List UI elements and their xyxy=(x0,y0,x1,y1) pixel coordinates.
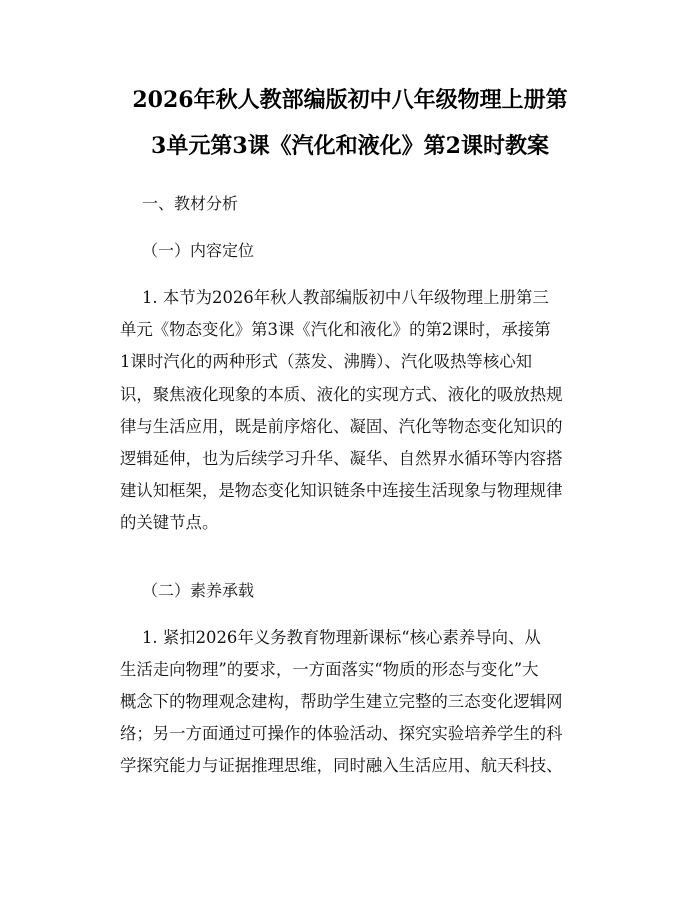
paragraph-line: 1. 本节为2026年秋人教部编版初中八年级物理上册第三 xyxy=(142,288,549,307)
subsection-heading-literacy-bearing: （二）素养承载 xyxy=(142,581,255,600)
paragraph-line: 1. 紧扣2026年义务教育物理新课标“核心素养导向、从 xyxy=(142,628,541,647)
paragraph-line: 逻辑延伸，也为后续学习升华、凝华、自然界水循环等内容搭 xyxy=(120,449,563,468)
paragraph-line: 生活走向物理”的要求，一方面落实“物质的形态与变化”大 xyxy=(120,660,539,679)
paragraph-line: 识，聚焦液化现象的本质、液化的实现方式、液化的吸放热规 xyxy=(120,385,563,404)
subsection-heading-content-positioning: （一）内容定位 xyxy=(142,241,255,260)
paragraph-line: 的关键节点。 xyxy=(120,513,219,532)
document-title-line-2: 3单元第3课《汽化和液化》第2课时教案 xyxy=(151,133,549,159)
paragraph-line: 概念下的物理观念建构，帮助学生建立完整的三态变化逻辑网 xyxy=(120,692,563,711)
paragraph-line: 络；另一方面通过可操作的体验活动、探究实验培养学生的科 xyxy=(120,724,563,743)
paragraph-line: 单元《物态变化》第3课《汽化和液化》的第2课时，承接第 xyxy=(120,320,551,339)
paragraph-line: 学探究能力与证据推理思维，同时融入生活应用、航天科技、 xyxy=(120,756,563,775)
paragraph-line: 律与生活应用，既是前序熔化、凝固、汽化等物态变化知识的 xyxy=(120,417,563,436)
section-heading-teaching-material-analysis: 一、教材分析 xyxy=(142,194,239,213)
document-title-line-1: 2026年秋人教部编版初中八年级物理上册第 xyxy=(132,87,568,113)
paragraph-line: 1课时汽化的两种形式（蒸发、沸腾）、汽化吸热等核心知 xyxy=(120,352,532,371)
paragraph-line: 建认知框架，是物态变化知识链条中连接生活现象与物理规律 xyxy=(120,481,563,500)
